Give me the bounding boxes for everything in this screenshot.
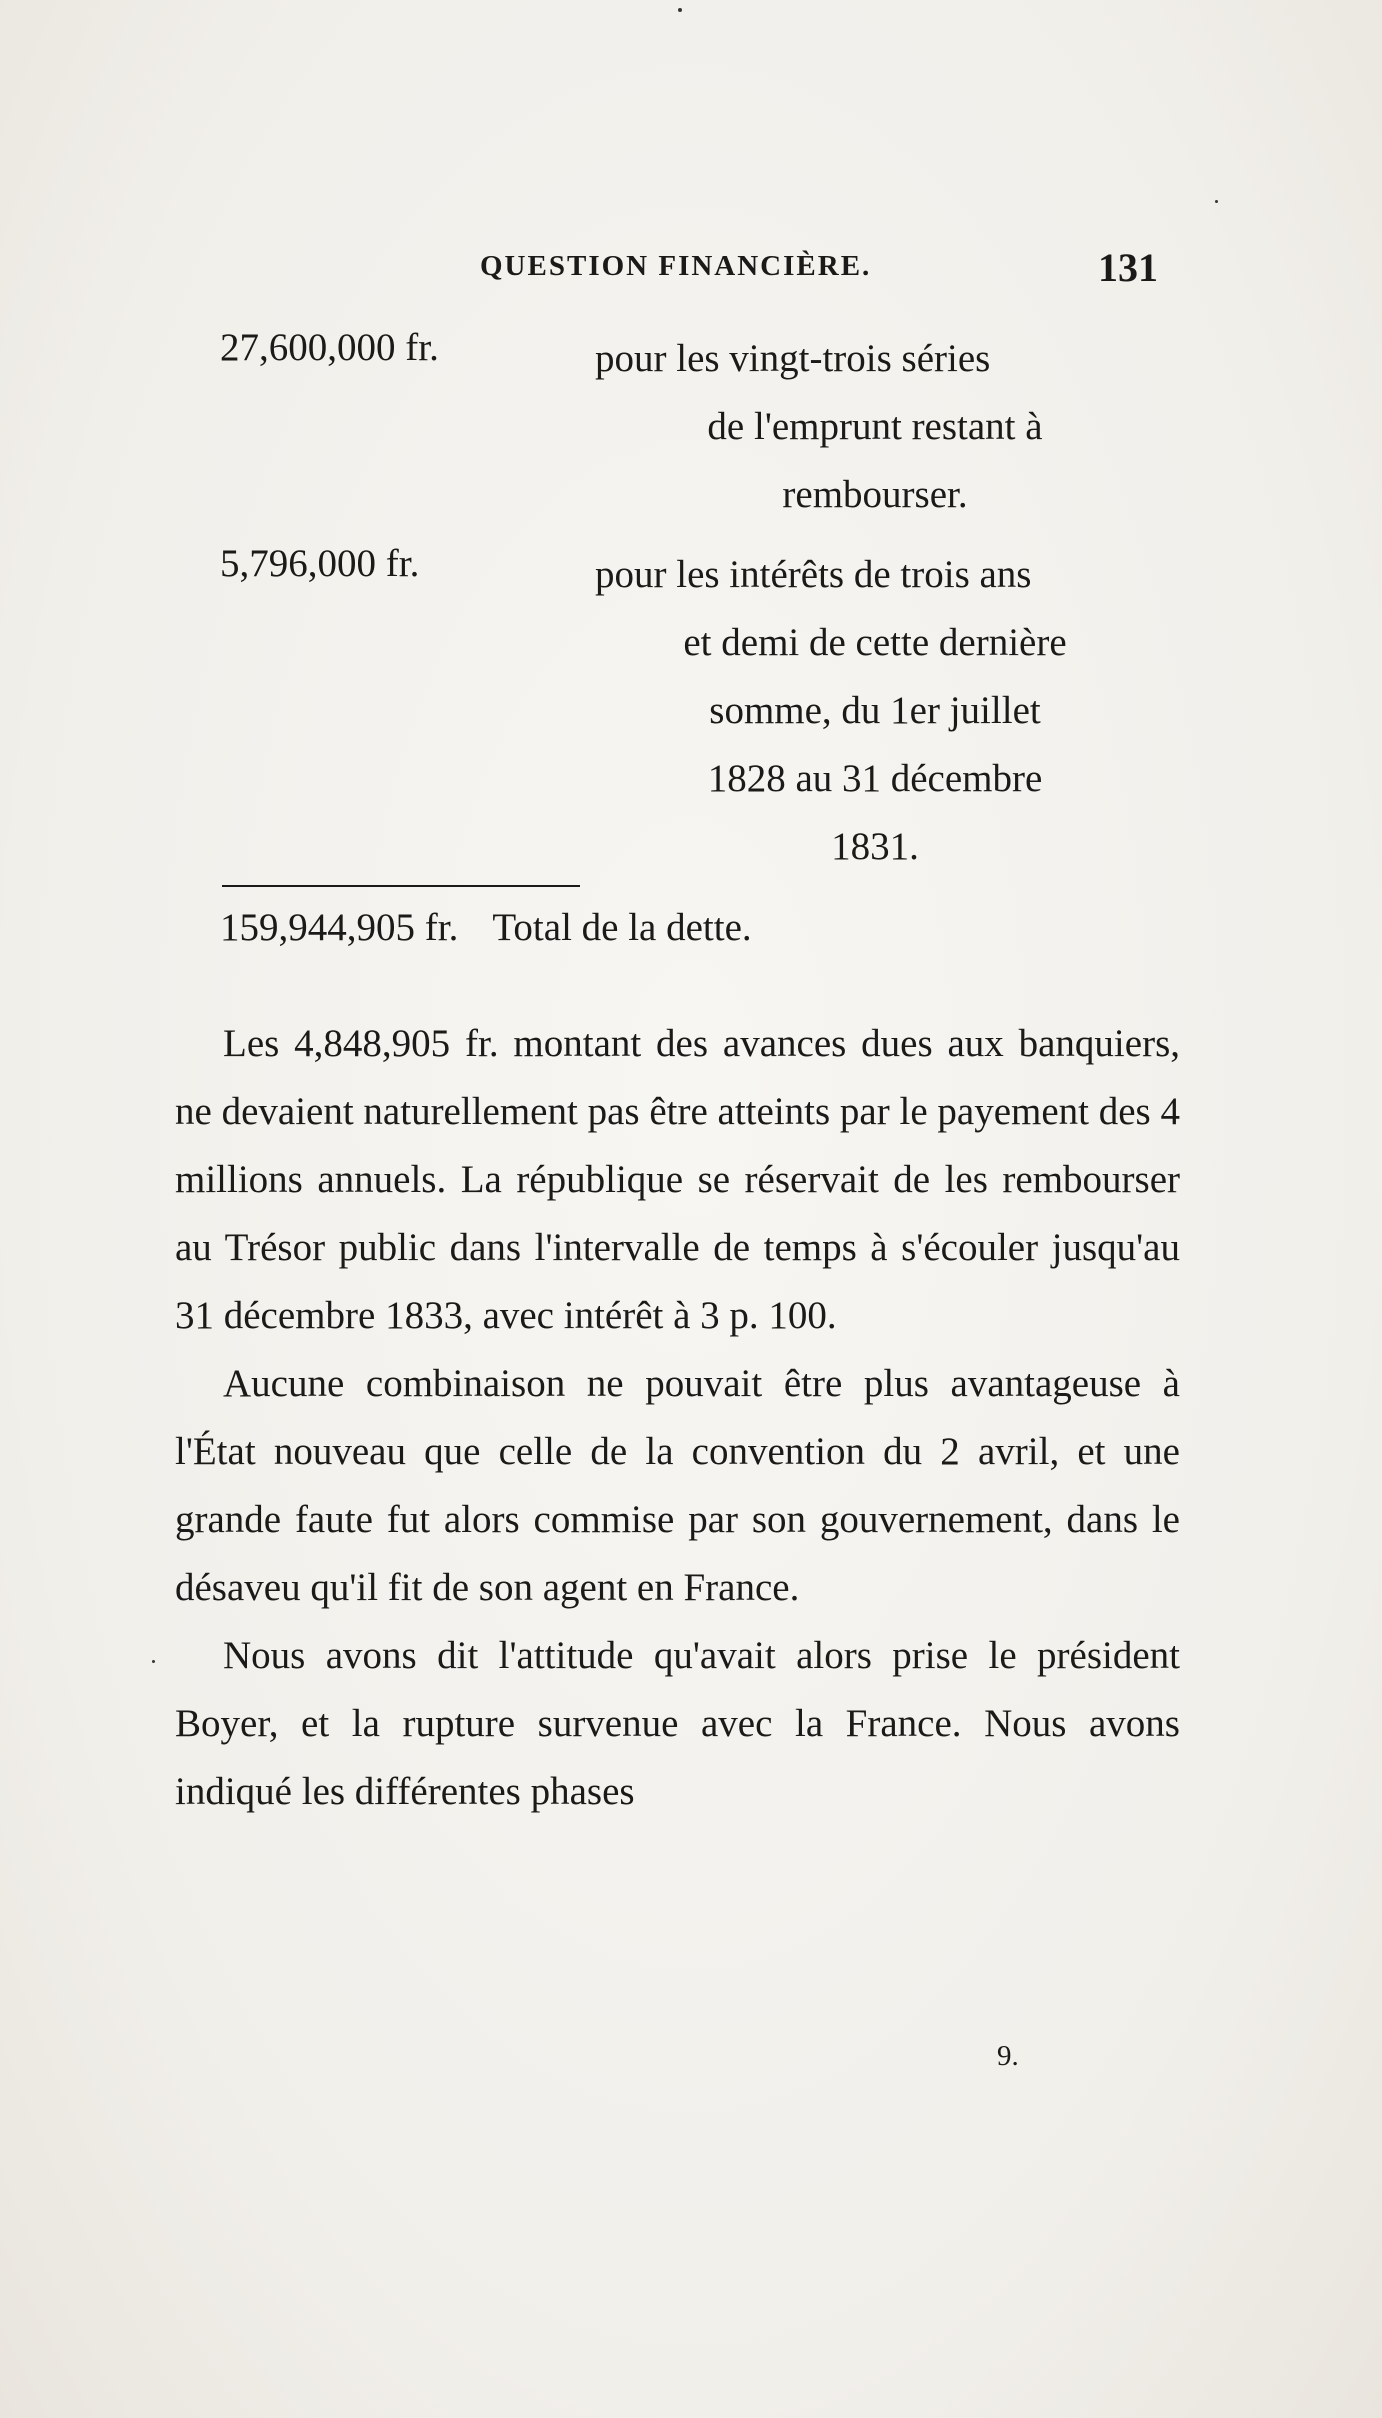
debt-ledger	[220, 325, 1200, 893]
ink-speck	[1215, 200, 1218, 203]
total-amount: 159,944,905 fr.	[220, 906, 459, 949]
ledger-line: pour les intérêts de trois ans	[595, 553, 1032, 596]
total-label: Total de la dette.	[492, 906, 752, 949]
ink-speck	[678, 8, 682, 12]
ledger-line: 1828 au 31 décembre	[707, 757, 1043, 800]
ledger-line: rembourser.	[782, 473, 968, 516]
body-text	[175, 1010, 1180, 1826]
ledger-line: de l'emprunt restant à	[707, 405, 1043, 448]
ledger-line: 1831.	[831, 825, 919, 868]
paragraph: Aucune combinaison ne pouvait être plus avantageuse à l'État nouveau que celle de la convention du 2 avril, et une grande faute fut alors commise par son gouvernement, dans le désaveu qu'il fit de son agent en France.	[175, 1362, 1180, 1609]
paragraph: Nous avons dit l'attitude qu'avait alors prise le président Boyer, et la rupture survenue avec la France. Nous avons indiqué les différentes phases	[175, 1634, 1180, 1813]
ledger-description	[595, 541, 1155, 881]
ledger-row	[220, 325, 1200, 529]
ledger-amount: 27,600,000 fr.	[220, 326, 439, 369]
ledger-line: et demi de cette dernière	[683, 621, 1067, 664]
ledger-amount: 5,796,000 fr.	[220, 542, 420, 585]
ledger-description	[595, 325, 1155, 529]
signature-mark: 9.	[997, 2040, 1019, 2072]
ledger-row	[220, 541, 1200, 881]
paragraph: Les 4,848,905 fr. montant des avances dues aux banquiers, ne devaient naturellement pas être atteints par le payement des 4 millions annuels. La république se réservait de les rembourser au Trésor public dans l'intervalle de temps à s'écouler jusqu'au 31 décembre 1833, avec intérêt à 3 p. 100.	[175, 1022, 1180, 1337]
running-title: QUESTION FINANCIÈRE.	[480, 250, 872, 282]
total-row	[220, 905, 752, 950]
page-number: 131	[1098, 245, 1158, 290]
ledger-line: somme, du 1er juillet	[709, 689, 1041, 732]
sum-rule	[222, 885, 580, 887]
ink-speck	[152, 1660, 155, 1663]
ledger-line: pour les vingt-trois séries	[595, 337, 991, 380]
page-header	[190, 245, 1170, 300]
